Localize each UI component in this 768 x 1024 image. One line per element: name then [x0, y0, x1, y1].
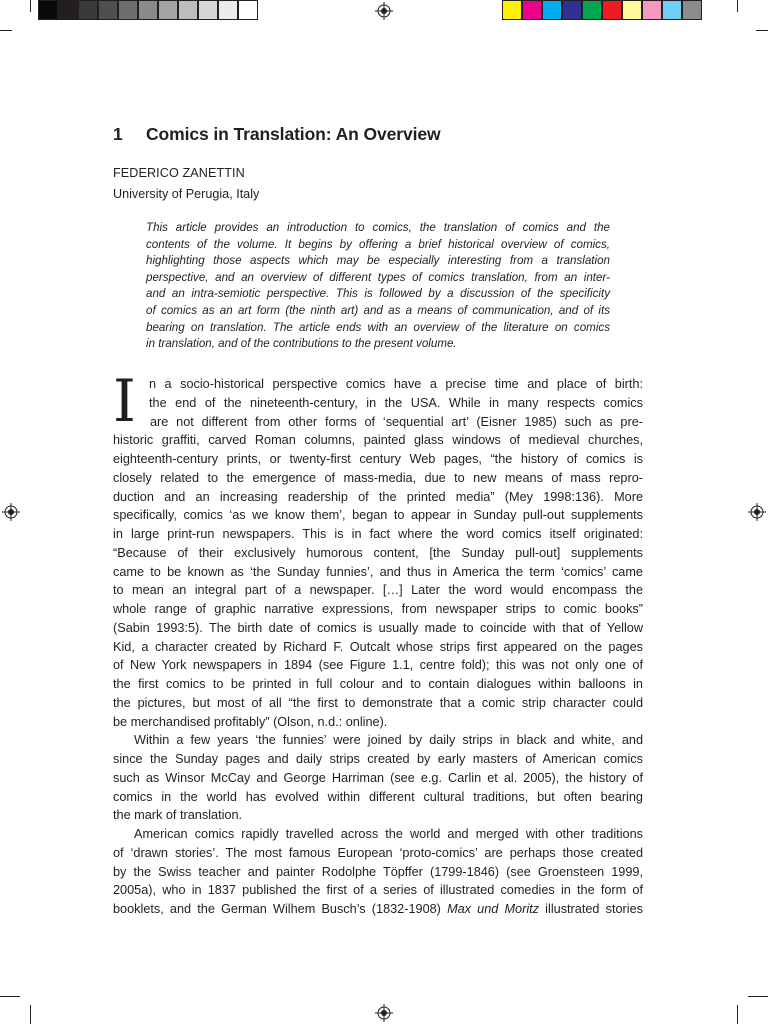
crop-mark — [737, 1005, 738, 1024]
body-line: historic graffiti, carved Roman columns, painted glass windows of medieval churches, — [113, 433, 643, 448]
gray-swatch — [138, 0, 158, 20]
color-swatch — [522, 0, 542, 20]
abstract-line: in translation, and of the contributions to the present volume. — [146, 337, 457, 351]
color-swatch — [662, 0, 682, 20]
abstract-line: bearing on translation. The article ends with an overview of the literature on comics — [146, 320, 610, 334]
body-line: specifically, comics ‘as we know them’, began to appear in Sunday pull-out supplements — [113, 508, 643, 523]
crop-mark — [748, 996, 768, 997]
body-line: since the Sunday pages and daily strips created by early masters of American comics — [113, 752, 643, 766]
author-affiliation: University of Perugia, Italy — [113, 187, 260, 201]
body-line: the end of the nineteenth-century, in the USA. While in many respects comics — [149, 395, 643, 410]
abstract-line: of comics as an art form (the ninth art) and as a means of communication, and of its — [146, 303, 610, 317]
gray-swatch — [78, 0, 98, 20]
registration-mark-icon — [375, 2, 393, 20]
body-line: whole range of graphic narrative expressions, from newspaper strips to comic books” — [113, 602, 643, 616]
body-line: to mean an integral part of a newspaper. […] Later the word would encompass the — [113, 583, 643, 598]
body-line-last — [113, 900, 643, 919]
chapter-title-text: Comics in Translation: An Overview — [146, 124, 441, 144]
abstract-line: and an intra-semiotic perspective. This is followed by a discussion of the specificity — [146, 287, 610, 301]
chapter-title — [113, 124, 441, 145]
body-line: by the Swiss teacher and painter Rodolphe Töpffer (1799-1846) (see Groensteen 1999, — [113, 864, 643, 879]
gray-swatch — [38, 0, 58, 20]
body-line: American comics rapidly travelled across the world and merged with other traditions — [134, 827, 643, 841]
abstract — [146, 220, 610, 353]
body-line-end: illustrated stories — [539, 902, 643, 916]
gray-swatch — [218, 0, 238, 20]
color-swatch — [622, 0, 642, 20]
body-line: comics in the world has evolved within different cultural traditions, but often bearing — [113, 789, 643, 804]
gray-swatch — [158, 0, 178, 20]
registration-mark-icon — [748, 503, 766, 521]
crop-mark — [30, 1005, 31, 1024]
body-text — [113, 375, 643, 919]
body-line: in large print-run newspapers. This is in fact where the word comics itself originated: — [113, 527, 643, 541]
abstract-line: highlighting those aspects which may be especially interesting from a translation — [146, 254, 610, 268]
body-line: the first comics to be printed in full colour and to contain dialogues within balloons in — [113, 677, 643, 691]
gray-swatch — [198, 0, 218, 20]
crop-mark — [30, 0, 31, 12]
color-swatch — [582, 0, 602, 20]
crop-mark — [0, 996, 20, 997]
body-line: of New York newspapers in 1894 (see Figure 1.1, centre fold); this was not only one of — [113, 658, 643, 673]
body-line: duction and an increasing readership of the printed media” (Mey 1998:136). More — [113, 489, 643, 504]
body-line: eighteenth-century prints, or twenty-first century Web pages, “the history of comics is — [113, 452, 643, 466]
body-line: Within a few years ‘the funnies’ were joined by daily strips in black and white, and — [134, 733, 643, 748]
body-line: such as Winsor McCay and George Harriman (see e.g. Carlin et al. 2005), the history of — [113, 770, 643, 785]
body-line: “Because of their exclusively humorous content, [the Sunday pull-out] supplements — [113, 545, 643, 560]
body-line: came to be known as ‘the Sunday funnies’, and thus in America the term ‘comics’ came — [113, 564, 643, 579]
abstract-line: contents of the volume. It begins by offering a brief historical overview of comics, — [146, 237, 610, 251]
body-line: closely related to the emergence of mass-media, due to new means of mass repro- — [113, 470, 643, 485]
color-calibration-bar — [502, 0, 702, 20]
crop-mark — [0, 30, 12, 31]
registration-mark-icon — [375, 1004, 393, 1022]
body-line: be merchandised profitably” (Olson, n.d.: online). — [113, 714, 388, 729]
book-title: Max und Moritz — [447, 902, 540, 916]
gray-swatch — [238, 0, 258, 20]
grayscale-calibration-bar — [38, 0, 258, 20]
gray-swatch — [98, 0, 118, 20]
body-line: (Sabin 1993:5). The birth date of comics is usually made to coincide with that of Yellow — [113, 620, 643, 635]
crop-mark — [756, 30, 768, 31]
body-line: are not different from other forms of ‘sequential art’ (Eisner 1985) such as pre- — [150, 414, 643, 429]
body-line: Kid, a character created by Richard F. Outcalt whose strips first appeared on the pages — [113, 639, 643, 654]
color-swatch — [642, 0, 662, 20]
gray-swatch — [178, 0, 198, 20]
gray-swatch — [58, 0, 78, 20]
body-line-start: booklets, and the German Wilhem Busch’s (1832-1908) — [113, 902, 448, 916]
color-swatch — [542, 0, 562, 20]
color-swatch — [682, 0, 702, 20]
author-name: FEDERICO ZANETTIN — [113, 166, 245, 180]
color-swatch — [602, 0, 622, 20]
chapter-number: 1 — [113, 124, 123, 144]
registration-mark-icon — [2, 503, 20, 521]
color-swatch — [562, 0, 582, 20]
body-line: the mark of translation. — [113, 808, 243, 823]
crop-mark — [737, 0, 738, 12]
abstract-line: This article provides an introduction to comics, the translation of comics and the — [146, 221, 610, 234]
body-line: n a socio-historical perspective comics have a precise time and place of birth: — [149, 377, 643, 391]
body-line: of ‘drawn stories’. The most famous European ‘proto-comics’ are perhaps those created — [113, 845, 643, 860]
abstract-line: perspective, and an overview of different types of comics translation, from an inter- — [146, 270, 610, 284]
body-line: 2005a), who in 1837 published the first of a series of illustrated comedies in the form of — [113, 883, 643, 898]
body-line: the pictures, but most of all “the first to demonstrate that a comic strip character could — [113, 695, 643, 710]
drop-cap: I — [113, 367, 136, 435]
gray-swatch — [118, 0, 138, 20]
color-swatch — [502, 0, 522, 20]
